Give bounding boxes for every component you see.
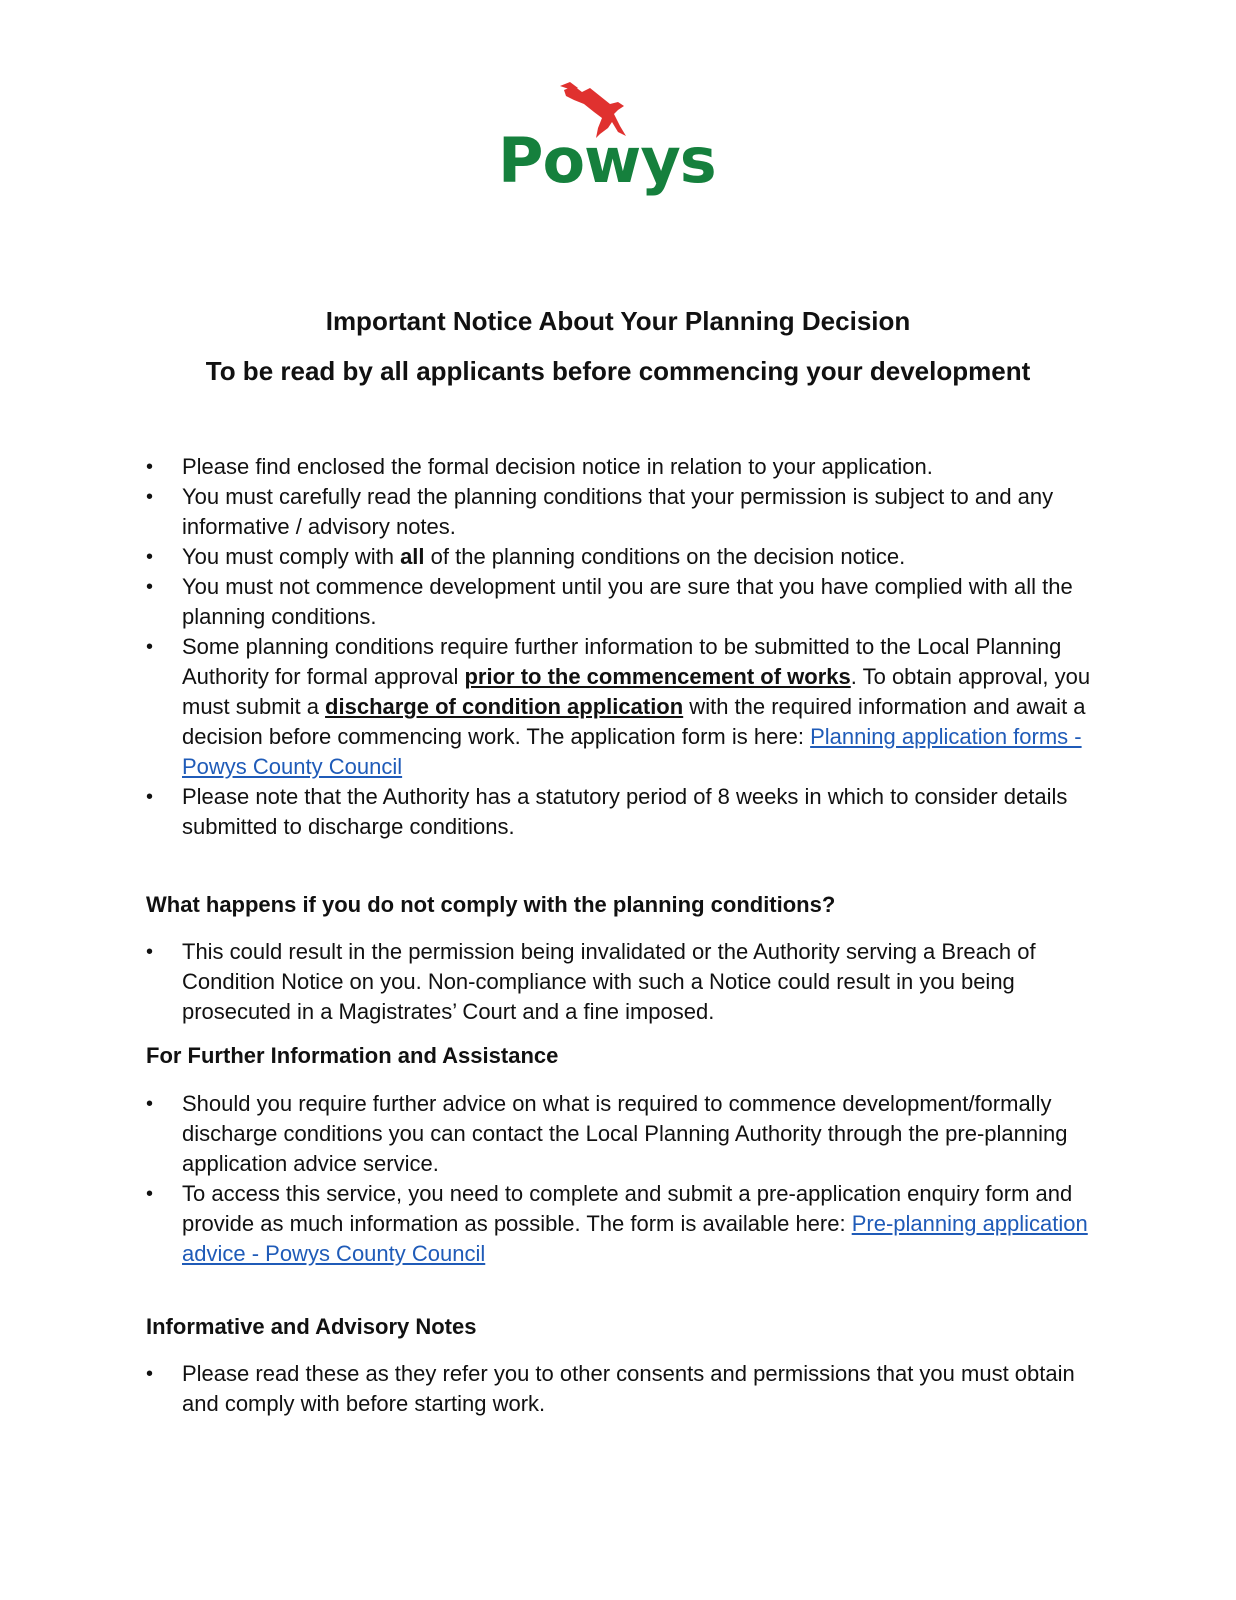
emphasis-discharge-application: discharge of condition application xyxy=(325,694,684,719)
list-item: • Please find enclosed the formal decision notice in relation to your application. xyxy=(146,452,1096,482)
pre-planning-advice-link[interactable]: Pre-planning application advice - Powys County Council xyxy=(182,1211,1088,1266)
powys-logo xyxy=(498,82,716,212)
noncompliance-list xyxy=(146,937,1096,1027)
emphasis-prior-commencement: prior to the commencement of works xyxy=(464,664,851,689)
emphasis-all: all xyxy=(400,544,425,569)
list-item: • Should you require further advice on what is required to commence development/formally discharge conditions you can contact the Local Planning Authority through the pre-planning application advice service. xyxy=(146,1089,1096,1179)
intro-list xyxy=(146,452,1096,842)
list-item: • Please note that the Authority has a statutory period of 8 weeks in which to consider details submitted to discharge conditions. xyxy=(146,782,1096,842)
section-heading-advisory: Informative and Advisory Notes xyxy=(146,1314,477,1339)
page-subtitle: To be read by all applicants before commencing your development xyxy=(205,356,1031,386)
page-title: Important Notice About Your Planning Decision xyxy=(325,306,911,336)
assistance-list xyxy=(146,1089,1096,1269)
list-item: • To access this service, you need to complete and submit a pre-application enquiry form and provide as much information as possible. The form is available here: Pre-planning application advice - Powys County Council xyxy=(146,1179,1096,1269)
list-item: • You must not commence development until you are sure that you have complied with all the planning conditions. xyxy=(146,572,1096,632)
section-heading-assistance: For Further Information and Assistance xyxy=(146,1043,559,1068)
section-heading-noncompliance: What happens if you do not comply with the planning conditions? xyxy=(146,892,836,917)
planning-forms-link[interactable]: Planning application forms - Powys County Council xyxy=(182,724,1082,779)
list-item: • Some planning conditions require further information to be submitted to the Local Planning Authority for formal approval prior to the commencement of works. To obtain approval, you must submit a discharge of condition application with the required information and await a decision before commencing work. The application form is here: Planning application forms - Powys County Council xyxy=(146,632,1096,782)
list-item: • This could result in the permission being invalidated or the Authority serving a Breach of Condition Notice on you. Non-compliance with such a Notice could result in you being prosecuted in a Magistrates’ Court and a fine imposed. xyxy=(146,937,1096,1027)
list-item: • Please read these as they refer you to other consents and permissions that you must obtain and comply with before starting work. xyxy=(146,1359,1096,1419)
list-item: • You must comply with all of the planning conditions on the decision notice. xyxy=(146,542,1096,572)
list-item: • You must carefully read the planning conditions that your permission is subject to and any informative / advisory notes. xyxy=(146,482,1096,542)
advisory-list xyxy=(146,1359,1096,1419)
logo-wordmark: Powys xyxy=(498,124,716,197)
